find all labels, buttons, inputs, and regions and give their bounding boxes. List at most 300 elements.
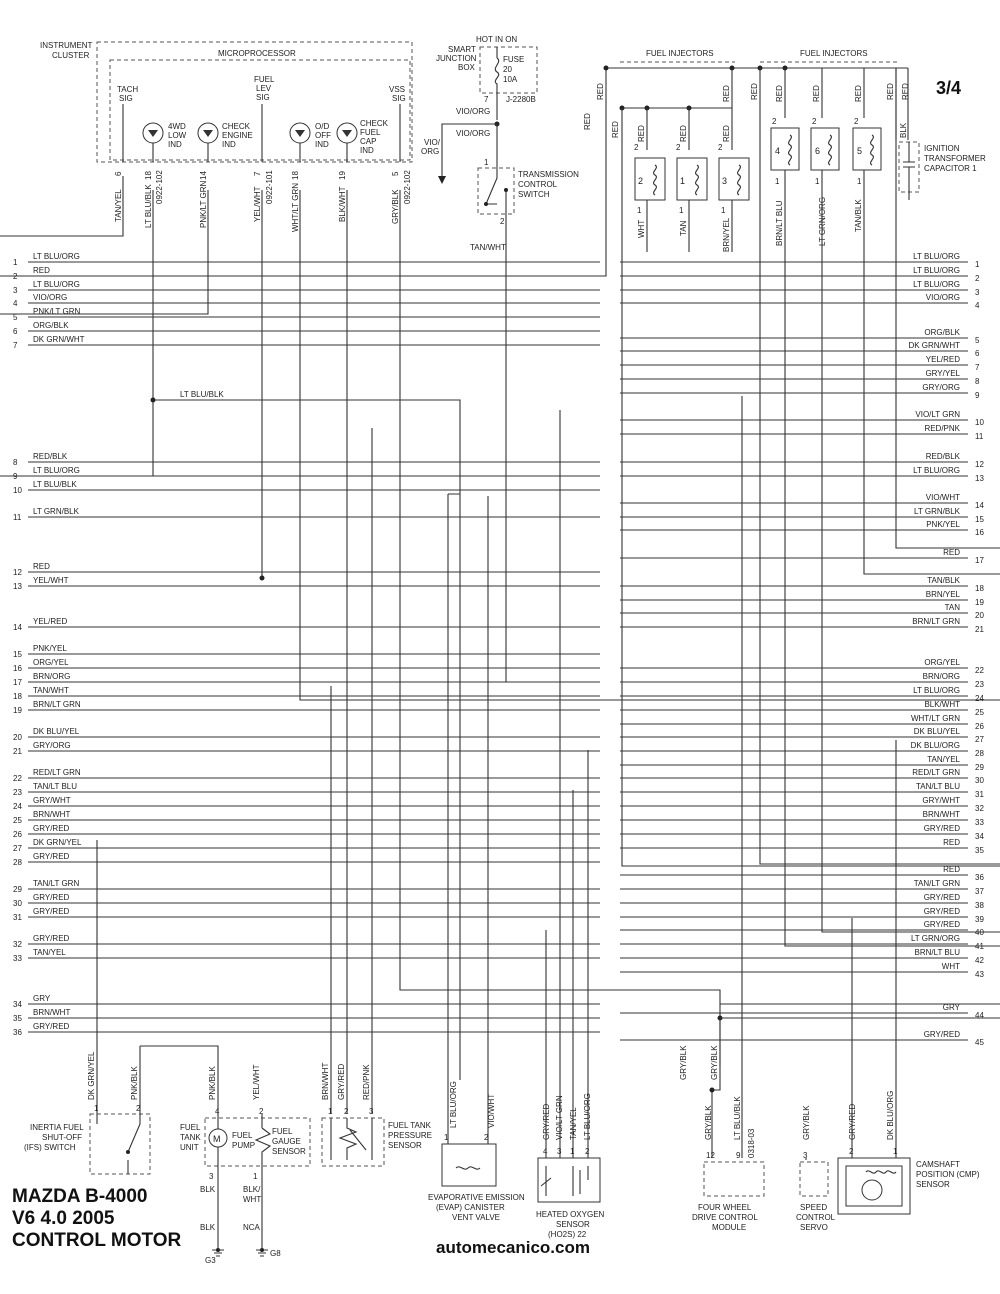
cmp-pin: 1 bbox=[893, 1147, 898, 1156]
ftu-name-1: FUEL bbox=[180, 1123, 201, 1132]
terminal-number: 22 bbox=[13, 774, 22, 783]
ftu-pin: 3 bbox=[209, 1172, 214, 1181]
terminal-number: 8 bbox=[975, 377, 980, 386]
inj-label-1: FUEL INJECTORS bbox=[646, 49, 714, 58]
terminal-number: 37 bbox=[975, 887, 984, 896]
jb-name-1: SMART bbox=[448, 45, 476, 54]
pin: 18 bbox=[144, 171, 153, 180]
ho2s-name-3: (HO2S) 22 bbox=[548, 1230, 587, 1239]
ind-od-2: OFF bbox=[315, 131, 331, 140]
terminal-wire-label: GRY/ORG bbox=[922, 383, 960, 392]
inj-pin: 2 bbox=[854, 117, 859, 126]
inj-num: 4 bbox=[775, 146, 781, 156]
ref-label: 0922-102 bbox=[403, 170, 412, 204]
terminal-number: 39 bbox=[975, 915, 984, 924]
terminal-wire-label: VIO/LT GRN bbox=[915, 410, 960, 419]
switch-icon bbox=[486, 168, 506, 214]
ifs-name-1: INERTIA FUEL bbox=[30, 1123, 84, 1132]
ground-label: G3 bbox=[205, 1256, 216, 1265]
feed-wire: RED bbox=[750, 83, 759, 100]
microprocessor-label: MICROPROCESSOR bbox=[218, 49, 296, 58]
terminal-wire-label: GRY/RED bbox=[923, 1030, 960, 1039]
pump-2: PUMP bbox=[232, 1141, 256, 1150]
terminal-wire-label: VIO/ORG bbox=[33, 293, 68, 302]
terminal-wire-label: GRY/YEL bbox=[925, 369, 960, 378]
servo-name-1: SPEED bbox=[800, 1203, 828, 1212]
ifs-name-3: (IFS) SWITCH bbox=[24, 1143, 76, 1152]
inj-num: 3 bbox=[722, 176, 728, 186]
gauge-3: SENSOR bbox=[272, 1147, 306, 1156]
terminal-number: 20 bbox=[975, 611, 984, 620]
terminal-number: 1 bbox=[13, 258, 18, 267]
smart-junction-box bbox=[421, 35, 537, 184]
terminal-number: 14 bbox=[13, 623, 22, 632]
terminal-wire-label: LT BLU/ORG bbox=[913, 280, 960, 289]
terminal-number: 40 bbox=[975, 928, 984, 937]
ts-name-1: TRANSMISSION bbox=[518, 170, 579, 179]
fuel-tank-pressure-sensor bbox=[321, 428, 432, 1166]
terminal-number: 15 bbox=[975, 515, 984, 524]
fuel-lev-1: FUEL bbox=[254, 75, 275, 84]
terminal-wire-label: TAN/YEL bbox=[927, 755, 960, 764]
inj-pin: 1 bbox=[637, 206, 642, 215]
fwd-wire: LT BLU/BLK bbox=[733, 1096, 742, 1140]
terminal-wire-label: TAN/WHT bbox=[33, 686, 69, 695]
terminal-wire-label: RED bbox=[943, 838, 960, 847]
cmp-pin: 2 bbox=[849, 1147, 854, 1156]
cmp-wire: DK BLU/ORG bbox=[886, 1090, 895, 1140]
fuel-injectors bbox=[0, 49, 1000, 946]
terminal-wire-label: BRN/LT GRN bbox=[912, 617, 960, 626]
terminal-wire-label: BRN/WHT bbox=[33, 810, 71, 819]
ind-od-3: IND bbox=[315, 140, 329, 149]
terminal-number: 28 bbox=[13, 858, 22, 867]
led-icon bbox=[337, 123, 357, 143]
terminal-wire-label: GRY/WHT bbox=[922, 796, 960, 805]
ho2s-wire: GRY/RED bbox=[542, 1103, 551, 1140]
terminal-wire-label: RED/LT GRN bbox=[33, 768, 81, 777]
fps-name-1: FUEL TANK bbox=[388, 1121, 431, 1130]
ifs-wire: PNK/BLK bbox=[130, 1066, 139, 1100]
pin: 14 bbox=[199, 171, 208, 180]
terminal-wire-label: DK BLU/ORG bbox=[910, 741, 960, 750]
wire-label: LT BLU/BLK bbox=[144, 184, 153, 228]
wire-label: TAN/YEL bbox=[114, 189, 123, 222]
ts-pin-bot: 2 bbox=[500, 217, 505, 226]
cmp-name-3: SENSOR bbox=[916, 1180, 950, 1189]
evap-name-2: (EVAP) CANISTER bbox=[436, 1203, 505, 1212]
fwd-upper-wire: GRY/BLK bbox=[679, 1045, 688, 1080]
jb-name-2: JUNCTION bbox=[436, 54, 477, 63]
terminal-wire-label: RED/PNK bbox=[924, 424, 960, 433]
fps-wire: RED/PNK bbox=[362, 1064, 371, 1100]
ftu-name-2: TANK bbox=[180, 1133, 201, 1142]
vss-label-1: VSS bbox=[389, 85, 406, 94]
terminal-number: 11 bbox=[975, 432, 984, 441]
led-icon bbox=[290, 123, 310, 143]
terminal-number: 42 bbox=[975, 956, 984, 965]
terminal-wire-label: GRY/WHT bbox=[33, 796, 71, 805]
feed-wire: RED bbox=[596, 83, 605, 100]
terminal-number: 28 bbox=[975, 749, 984, 758]
ho2s-pin: 4 bbox=[543, 1147, 548, 1156]
heated-oxygen-sensor bbox=[536, 410, 605, 1239]
ref-label: 0922-102 bbox=[155, 170, 164, 204]
title-line-3: CONTROL MOTOR bbox=[12, 1230, 182, 1251]
fps-pin: 2 bbox=[344, 1107, 349, 1116]
jb-pin: 7 bbox=[484, 95, 489, 104]
speed-control-servo bbox=[796, 1105, 836, 1232]
terminal-number: 23 bbox=[975, 680, 984, 689]
servo-wire: GRY/BLK bbox=[802, 1105, 811, 1140]
fps-pin: 3 bbox=[369, 1107, 374, 1116]
terminal-wire-label: YEL/WHT bbox=[33, 576, 69, 585]
inj-pin: 2 bbox=[812, 117, 817, 126]
terminal-number: 21 bbox=[975, 625, 984, 634]
terminal-wire-label: GRY/RED bbox=[33, 907, 70, 916]
inj-pin: 1 bbox=[775, 177, 780, 186]
terminal-number: 34 bbox=[975, 832, 984, 841]
title-line-2: V6 4.0 2005 bbox=[12, 1208, 115, 1229]
terminal-number: 27 bbox=[13, 844, 22, 853]
mid-wire-label: LT BLU/BLK bbox=[180, 390, 224, 399]
terminal-number: 32 bbox=[975, 804, 984, 813]
pin: 5 bbox=[391, 171, 400, 176]
led-icon bbox=[198, 123, 218, 143]
ind-4wd-2: LOW bbox=[168, 131, 187, 140]
fwd-name-1: FOUR WHEEL bbox=[698, 1203, 752, 1212]
svg-text:M: M bbox=[213, 1134, 221, 1144]
terminal-wire-label: YEL/RED bbox=[33, 617, 68, 626]
terminal-number: 12 bbox=[13, 568, 22, 577]
fwd-ref: 0318-03 bbox=[747, 1128, 756, 1158]
instrument-cluster bbox=[40, 41, 412, 232]
pump-1: FUEL bbox=[232, 1131, 253, 1140]
terminal-number: 15 bbox=[13, 650, 22, 659]
terminal-wire-label: RED/BLK bbox=[33, 452, 68, 461]
terminal-wire-label: BRN/LT GRN bbox=[33, 700, 81, 709]
ho2s-wire: VIO/LT GRN bbox=[555, 1095, 564, 1140]
terminal-number: 26 bbox=[975, 722, 984, 731]
terminal-number: 4 bbox=[975, 301, 980, 310]
tach-label-2: SIG bbox=[119, 94, 133, 103]
terminal-wire-label: LT BLU/ORG bbox=[33, 252, 80, 261]
ind-check-3: IND bbox=[222, 140, 236, 149]
title-line-1: MAZDA B-4000 bbox=[12, 1186, 148, 1207]
terminal-number: 6 bbox=[975, 349, 980, 358]
cap-wire: BLK bbox=[899, 122, 908, 138]
terminal-number: 30 bbox=[13, 899, 22, 908]
terminal-number: 44 bbox=[975, 1011, 984, 1020]
terminal-wire-label: TAN bbox=[944, 603, 960, 612]
terminal-wire-label: RED/LT GRN bbox=[912, 768, 960, 777]
ftu-wire: WHT bbox=[243, 1195, 262, 1204]
fwd-wire: GRY/BLK bbox=[704, 1105, 713, 1140]
ho2s-wire: LT BLU/ORG bbox=[583, 1093, 592, 1140]
evap-pin: 1 bbox=[444, 1133, 449, 1142]
terminal-wire-label: RED bbox=[33, 562, 50, 571]
terminal-number: 27 bbox=[975, 735, 984, 744]
terminal-wire-label: GRY/RED bbox=[33, 1022, 70, 1031]
ftu-wire: YEL/WHT bbox=[252, 1064, 261, 1100]
terminal-number: 29 bbox=[13, 885, 22, 894]
jb-ref: J-2280B bbox=[506, 95, 536, 104]
jb-name-3: BOX bbox=[458, 63, 475, 72]
ts-wire: TAN/WHT bbox=[470, 243, 506, 252]
cmp-name-2: POSITION (CMP) bbox=[916, 1170, 980, 1179]
terminal-wire-label: BRN/ORG bbox=[922, 672, 960, 681]
terminal-wire-label: LT BLU/ORG bbox=[33, 280, 80, 289]
terminal-number: 35 bbox=[975, 846, 984, 855]
terminal-wire-label: BRN/LT BLU bbox=[914, 948, 960, 957]
terminal-wire-label: LT BLU/ORG bbox=[913, 266, 960, 275]
terminal-wire-label: DK GRN/YEL bbox=[33, 838, 82, 847]
terminal-number: 25 bbox=[975, 708, 984, 717]
servo-pin: 3 bbox=[803, 1151, 808, 1160]
ftu-wire: BLK bbox=[200, 1185, 216, 1194]
servo-name-2: CONTROL bbox=[796, 1213, 836, 1222]
terminal-wire-label: GRY/RED bbox=[923, 893, 960, 902]
terminal-number: 19 bbox=[975, 598, 984, 607]
terminal-wire-label: LT BLU/ORG bbox=[33, 466, 80, 475]
ground-label: G8 bbox=[270, 1249, 281, 1258]
terminal-wire-label: LT GRN/ORG bbox=[910, 934, 960, 943]
fps-name-2: PRESSURE bbox=[388, 1131, 433, 1140]
terminal-wire-label: GRY/RED bbox=[33, 893, 70, 902]
fps-name-3: SENSOR bbox=[388, 1141, 422, 1150]
fwd-pin: 9 bbox=[736, 1151, 741, 1160]
ho2s-pin: 1 bbox=[570, 1147, 575, 1156]
inj-pin: 1 bbox=[857, 177, 862, 186]
inj-pin: 1 bbox=[721, 206, 726, 215]
pin: 6 bbox=[114, 171, 123, 176]
terminal-number: 7 bbox=[13, 341, 18, 350]
terminal-number: 35 bbox=[13, 1014, 22, 1023]
terminal-wire-label: LT BLU/ORG bbox=[913, 252, 960, 261]
terminal-number: 10 bbox=[975, 418, 984, 427]
terminal-wire-label: ORG/BLK bbox=[924, 328, 960, 337]
jb-wire: VIO/ORG bbox=[456, 107, 491, 116]
inj-num: 5 bbox=[857, 146, 863, 156]
cap-name-3: CAPACITOR 1 bbox=[924, 164, 977, 173]
fuel-lev-2: LEV bbox=[256, 84, 272, 93]
terminal-wire-label: YEL/RED bbox=[925, 355, 960, 364]
fuse-label: FUSE bbox=[503, 55, 525, 64]
tach-label-1: TACH bbox=[117, 85, 139, 94]
terminal-wire-label: ORG/YEL bbox=[924, 658, 960, 667]
ind-check-2: ENGINE bbox=[222, 131, 253, 140]
terminal-wire-label: DK GRN/WHT bbox=[908, 341, 960, 350]
terminal-wire-label: WHT bbox=[941, 962, 960, 971]
terminal-number: 13 bbox=[975, 474, 984, 483]
terminal-number: 4 bbox=[13, 299, 18, 308]
terminal-number: 9 bbox=[13, 472, 18, 481]
terminal-wire-label: LT GRN/BLK bbox=[914, 507, 960, 516]
wire-label: PNK/LT GRN bbox=[199, 180, 208, 228]
left-terminal-bus bbox=[13, 252, 600, 1037]
ftu-lower: NCA bbox=[243, 1223, 260, 1232]
terminal-wire-label: BRN/WHT bbox=[922, 810, 960, 819]
cluster-name-1: INSTRUMENT bbox=[40, 41, 93, 50]
inj-wire: RED bbox=[637, 125, 646, 142]
inj-wire: RED bbox=[854, 85, 863, 102]
terminal-wire-label: GRY/ORG bbox=[33, 741, 71, 750]
transmission-control-switch bbox=[470, 158, 579, 682]
ifs-name-2: SHUT-OFF bbox=[42, 1133, 82, 1142]
inj-wire: LT GRN/ORG bbox=[818, 196, 827, 246]
terminal-number: 24 bbox=[975, 694, 984, 703]
terminal-wire-label: GRY/RED bbox=[923, 920, 960, 929]
terminal-wire-label: RED/BLK bbox=[925, 452, 960, 461]
wire-label: BLK/WHT bbox=[338, 186, 347, 222]
cap-wire: RED bbox=[886, 83, 895, 100]
terminal-number: 1 bbox=[975, 260, 980, 269]
terminal-number: 7 bbox=[975, 363, 980, 372]
ftu-wire: BLK/ bbox=[243, 1185, 261, 1194]
terminal-wire-label: PNK/YEL bbox=[926, 520, 960, 529]
terminal-wire-label: TAN/LT GRN bbox=[913, 879, 960, 888]
ts-name-3: SWITCH bbox=[518, 190, 550, 199]
inj-wire: TAN/BLK bbox=[854, 199, 863, 232]
fps-wire: BRN/WHT bbox=[321, 1062, 330, 1100]
ftu-wire: PNK/BLK bbox=[208, 1066, 217, 1100]
terminal-number: 23 bbox=[13, 788, 22, 797]
terminal-wire-label: BRN/YEL bbox=[925, 590, 960, 599]
terminal-wire-label: TAN/LT GRN bbox=[33, 879, 80, 888]
terminal-wire-label: RED bbox=[33, 266, 50, 275]
terminal-wire-label: VIO/WHT bbox=[925, 493, 960, 502]
terminal-number: 20 bbox=[13, 733, 22, 742]
evap-wire: VIO/WHT bbox=[487, 1093, 496, 1128]
evap-wire: LT BLU/ORG bbox=[449, 1081, 458, 1128]
terminal-number: 17 bbox=[975, 556, 984, 565]
ind-fuel-3: CAP bbox=[360, 137, 377, 146]
terminal-wire-label: TAN/BLK bbox=[927, 576, 960, 585]
cmp-name-1: CAMSHAFT bbox=[916, 1160, 960, 1169]
fuse-amp: 20 bbox=[503, 65, 512, 74]
terminal-wire-label: GRY/RED bbox=[923, 824, 960, 833]
ho2s-wire: TAN/YEL bbox=[569, 1107, 578, 1140]
hot-in-on: HOT IN ON bbox=[476, 35, 518, 44]
terminal-number: 36 bbox=[975, 873, 984, 882]
cluster-name-2: CLUSTER bbox=[52, 51, 90, 60]
terminal-wire-label: GRY/RED bbox=[33, 934, 70, 943]
page-marker: 3/4 bbox=[936, 78, 962, 98]
inj-wire: RED bbox=[775, 85, 784, 102]
ifs-wire: DK GRN/YEL bbox=[87, 1051, 96, 1100]
evap-canister-vent-valve bbox=[428, 494, 525, 1222]
ftu-name-3: UNIT bbox=[180, 1143, 199, 1152]
ho2s-name-1: HEATED OXYGEN bbox=[536, 1210, 605, 1219]
terminal-wire-label: PNK/LT GRN bbox=[33, 307, 81, 316]
fwd-name-3: MODULE bbox=[712, 1223, 747, 1232]
fps-wire: GRY/RED bbox=[337, 1063, 346, 1100]
fuse-rating: 10A bbox=[503, 75, 518, 84]
terminal-wire-label: DK BLU/YEL bbox=[33, 727, 80, 736]
ind-check-1: CHECK bbox=[222, 122, 251, 131]
ftu-pin: 2 bbox=[259, 1107, 264, 1116]
terminal-number: 11 bbox=[13, 513, 22, 522]
terminal-number: 2 bbox=[975, 274, 980, 283]
terminal-number: 17 bbox=[13, 678, 22, 687]
terminal-number: 31 bbox=[13, 913, 22, 922]
terminal-number: 30 bbox=[975, 776, 984, 785]
terminal-number: 29 bbox=[975, 763, 984, 772]
terminal-number: 32 bbox=[13, 940, 22, 949]
ind-fuel-2: FUEL bbox=[360, 128, 381, 137]
sensor-icon bbox=[862, 1180, 882, 1200]
terminal-number: 5 bbox=[975, 336, 980, 345]
feed-wire: RED bbox=[583, 113, 592, 130]
arrow-down-icon bbox=[438, 176, 446, 184]
terminal-wire-label: GRY bbox=[33, 994, 51, 1003]
servo-name-3: SERVO bbox=[800, 1223, 828, 1232]
inj-pin: 2 bbox=[718, 143, 723, 152]
terminal-wire-label: GRY/RED bbox=[923, 907, 960, 916]
cap-name-1: IGNITION bbox=[924, 144, 960, 153]
inj-pin: 1 bbox=[679, 206, 684, 215]
terminal-number: 3 bbox=[975, 288, 980, 297]
terminal-wire-label: PNK/YEL bbox=[33, 644, 67, 653]
evap-name-1: EVAPORATIVE EMISSION bbox=[428, 1193, 525, 1202]
inj-pin: 2 bbox=[634, 143, 639, 152]
ftu-pin: 1 bbox=[253, 1172, 258, 1181]
terminal-number: 8 bbox=[13, 458, 18, 467]
fuel-lev-3: SIG bbox=[256, 93, 270, 102]
terminal-number: 25 bbox=[13, 816, 22, 825]
terminal-number: 43 bbox=[975, 970, 984, 979]
terminal-wire-label: BRN/ORG bbox=[33, 672, 71, 681]
terminal-number: 33 bbox=[975, 818, 984, 827]
ind-fuel-1: CHECK bbox=[360, 119, 389, 128]
inj-num: 2 bbox=[638, 176, 644, 186]
terminal-wire-label: TAN/LT BLU bbox=[915, 782, 960, 791]
ifs-pin: 2 bbox=[136, 1104, 141, 1113]
right-terminal-bus bbox=[620, 252, 984, 1047]
terminal-wire-label: RED bbox=[943, 548, 960, 557]
terminal-number: 33 bbox=[13, 954, 22, 963]
terminal-number: 6 bbox=[13, 327, 18, 336]
terminal-wire-label: GRY/RED bbox=[33, 852, 70, 861]
terminal-number: 5 bbox=[13, 313, 18, 322]
pin: 7 bbox=[253, 171, 262, 176]
terminal-number: 38 bbox=[975, 901, 984, 910]
terminal-number: 16 bbox=[975, 528, 984, 537]
inj-wire: BRN/LT BLU bbox=[775, 200, 784, 246]
ifs-pin: 1 bbox=[94, 1104, 99, 1113]
terminal-wire-label: LT BLU/BLK bbox=[33, 480, 77, 489]
terminal-wire-label: LT BLU/ORG bbox=[913, 466, 960, 475]
terminal-number: 16 bbox=[13, 664, 22, 673]
terminal-wire-label: RED bbox=[943, 865, 960, 874]
terminal-wire-label: WHT/LT GRN bbox=[910, 714, 960, 723]
inj-wire: RED bbox=[722, 125, 731, 142]
side-wire-1: VIO/ bbox=[424, 138, 441, 147]
ref-label: 0922-101 bbox=[265, 170, 274, 204]
fwd-upper-wire: GRY/BLK bbox=[710, 1045, 719, 1080]
fwd-pin: 12 bbox=[706, 1151, 715, 1160]
ts-pin-top: 1 bbox=[484, 158, 489, 167]
inj-pin: 1 bbox=[815, 177, 820, 186]
terminal-number: 31 bbox=[975, 790, 984, 799]
ho2s-pin: 3 bbox=[557, 1147, 562, 1156]
terminal-number: 10 bbox=[13, 486, 22, 495]
wire-label: YEL/WHT bbox=[253, 186, 262, 222]
terminal-wire-label: TAN/YEL bbox=[33, 948, 66, 957]
inj-num: 6 bbox=[815, 146, 821, 156]
ind-4wd-1: 4WD bbox=[168, 122, 186, 131]
cap-name-2: TRANSFORMER bbox=[924, 154, 986, 163]
